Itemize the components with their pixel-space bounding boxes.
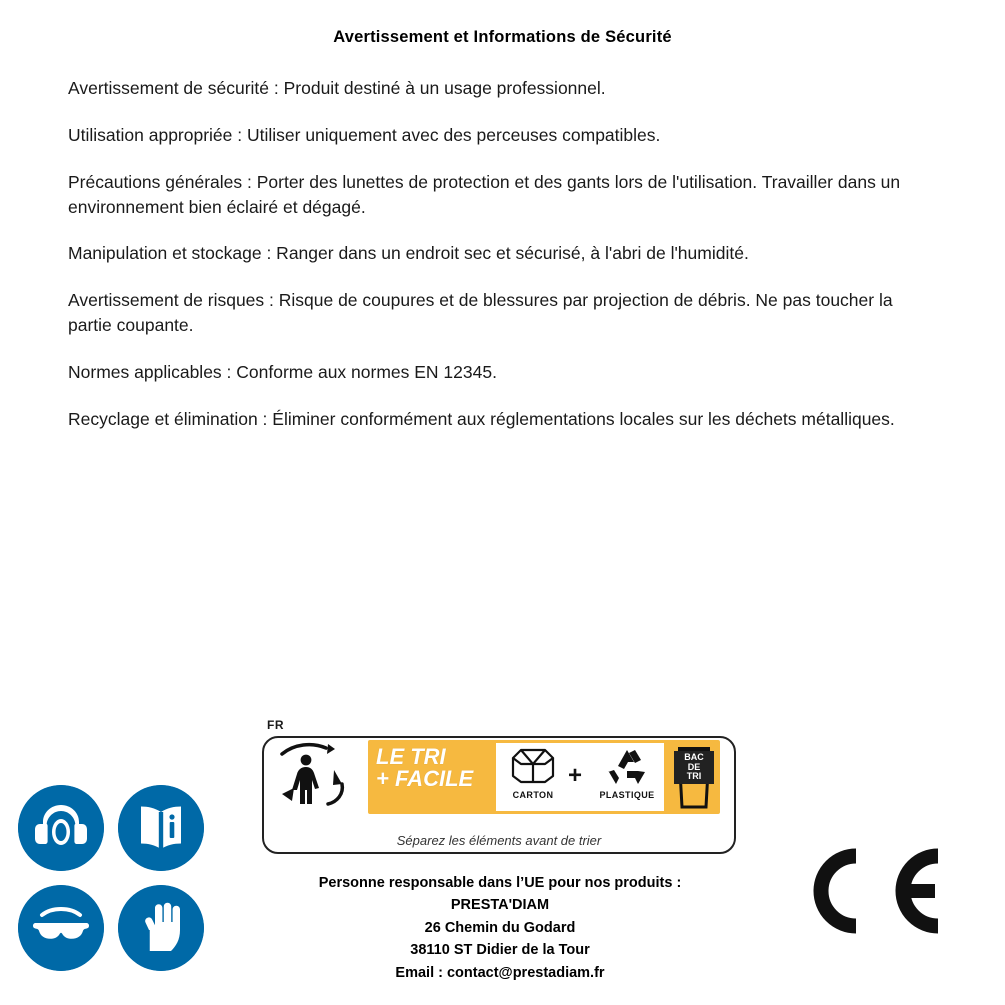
recycling-label xyxy=(262,718,732,850)
bin-label xyxy=(674,751,714,784)
page-title: Avertissement et Informations de Sécurité xyxy=(333,28,672,46)
bin-indicator xyxy=(668,743,720,811)
recycling-headline-line1: LE TRI xyxy=(376,744,446,769)
recycling-headline xyxy=(376,746,494,791)
safety-text-block xyxy=(68,76,940,432)
bin-label-line2: DE xyxy=(687,761,701,772)
language-tag: FR xyxy=(267,718,284,732)
plastique-icon xyxy=(599,744,655,784)
bin-label-line3: TRI xyxy=(686,771,702,782)
responsible-person-heading: Personne responsable dans l’UE pour nos produits : xyxy=(318,875,682,891)
company-street: 26 Chemin du Godard xyxy=(424,919,576,936)
company-email: Email : contact@prestadiam.fr xyxy=(395,964,605,981)
safety-paragraph: Avertissement de risques : Risque de coupures et de blessures par projection de débris. Ne pas toucher la partie coupante. xyxy=(68,290,893,336)
ear-protection-icon xyxy=(18,785,104,871)
recycling-label-box xyxy=(262,736,736,854)
materials-separator: + xyxy=(568,762,583,789)
safety-paragraph: Normes applicables : Conforme aux normes EN 12345. xyxy=(68,361,497,382)
safety-paragraph: Manipulation et stockage : Ranger dans un endroit sec et sécurisé, à l'abri de l'humidité. xyxy=(68,243,749,264)
plastique-label: PLASTIQUE xyxy=(599,790,655,800)
carton-material xyxy=(502,744,564,800)
bin-label-line1: BAC xyxy=(684,752,704,762)
carton-label: CARTON xyxy=(512,790,554,800)
responsible-person-block xyxy=(200,872,800,984)
safety-paragraph: Utilisation appropriée : Utiliser uniquement avec des perceuses compatibles. xyxy=(68,124,661,145)
eye-protection-icon xyxy=(18,885,104,971)
company-city: 38110 ST Didier de la Tour xyxy=(410,942,590,959)
carton-icon xyxy=(505,744,561,784)
company-name: PRESTA'DIAM xyxy=(450,897,550,914)
recycling-banner xyxy=(368,740,720,814)
safety-paragraph: Avertissement de sécurité : Produit destiné à un usage professionnel. xyxy=(68,78,606,98)
triman-icon xyxy=(272,742,364,812)
recycling-label-top xyxy=(264,738,734,816)
recycling-footer-text: Séparez les éléments avant de trier xyxy=(396,833,602,848)
read-manual-icon xyxy=(118,785,204,871)
ce-mark-icon xyxy=(798,848,948,934)
pictogram-group xyxy=(18,785,218,985)
safety-paragraph: Recyclage et élimination : Éliminer conformément aux réglementations locales sur les déchets métalliques. xyxy=(68,408,895,429)
recycling-headline-line2: + FACILE xyxy=(376,766,474,792)
hand-protection-icon xyxy=(118,885,204,971)
safety-paragraph: Précautions générales : Porter des lunettes de protection et des gants lors de l'utilisation. Travailler dans un environnement bien éclairé et dégagé. xyxy=(68,171,901,217)
plastique-material xyxy=(596,744,658,800)
